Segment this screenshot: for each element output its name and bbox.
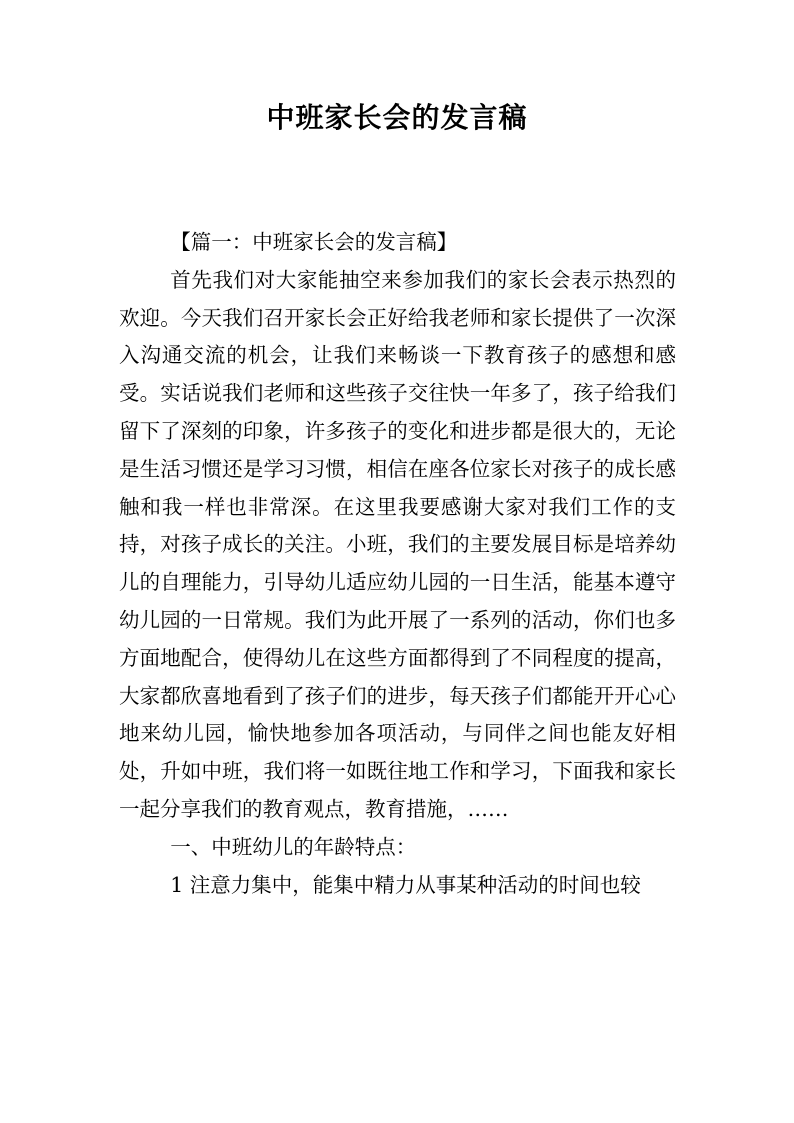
- document-body: [119, 224, 676, 904]
- subheading-age-characteristics: 一、中班幼儿的年龄特点：: [170, 834, 417, 859]
- paragraph-attention: 1 注意力集中，能集中精力从事某种活动的时间也较: [170, 872, 641, 897]
- document-title: 中班家长会的发言稿: [266, 101, 528, 134]
- section-heading: 【篇一：中班家长会的发言稿】: [170, 230, 458, 254]
- paragraph-intro: 首先我们对大家能抽空来参加我们的家长会表示热烈的欢迎。今天我们召开家长会正好给我老师和家长提供了一次深入沟通交流的机会，让我们来畅谈一下教育孩子的感想和感受。实话说我们老师和这些孩子交往快一年多了，孩子给我们留下了深刻的印象，许多孩子的变化和进步都是很大的，无论是生活习惯还是学习习惯，相信在座各位家长对孩子的成长感触和我一样也非常深。在这里我要感谢大家对我们工作的支持，对孩子成长的关注。小班，我们的主要发展目标是培养幼儿的自理能力，引导幼儿适应幼儿园的一日生活，能基本遵守幼儿园的一日常规。我们为此开展了一系列的活动，你们也多方面地配合，使得幼儿在这些方面都得到了不同程度的提高，大家都欣喜地看到了孩子们的进步，每天孩子们都能开开心心地来幼儿园，愉快地参加各项活动，与同伴之间也能友好相处，升如中班，我们将一如既往地工作和学习，下面我和家长一起分享我们的教育观点，教育措施，……: [119, 267, 676, 821]
